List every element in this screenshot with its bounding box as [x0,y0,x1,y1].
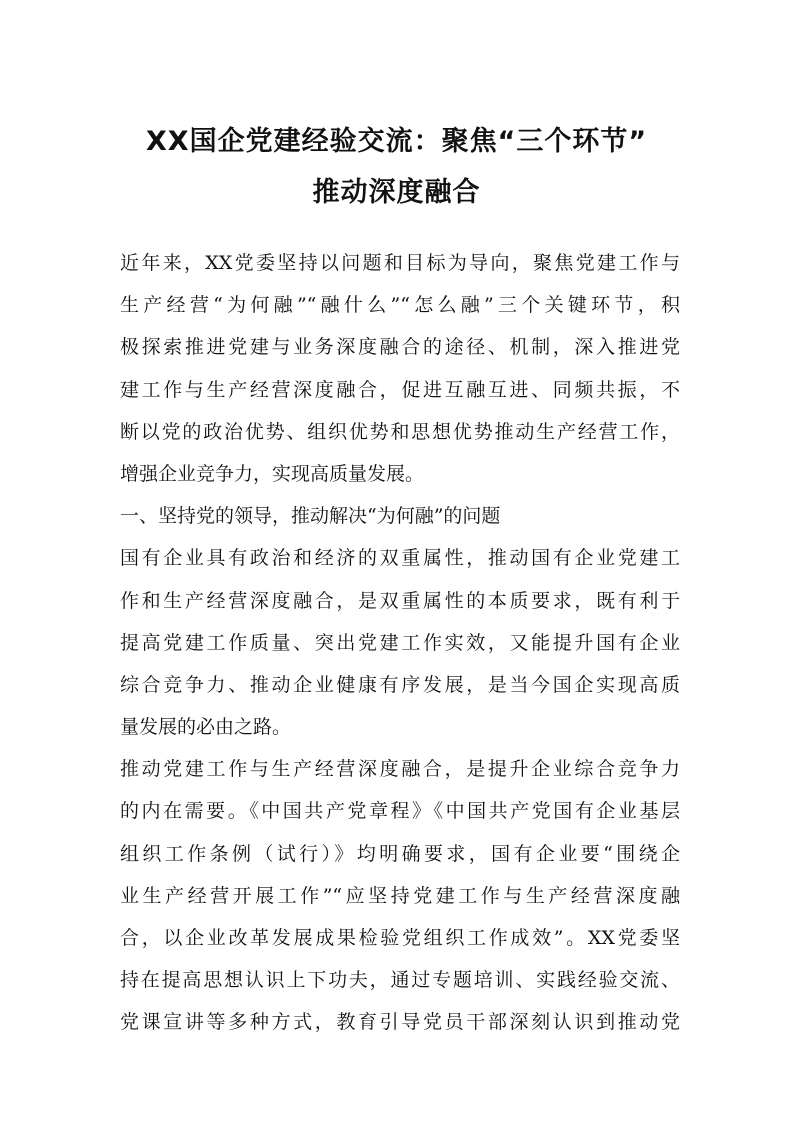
body-text-line: 提高党建工作质量、突出党建工作实效，又能提升国有企业 [120,631,680,654]
body-text-line: 断以党的政治优势、组织优势和思想优势推动生产经营工作， [120,420,680,443]
body-text-line: 合，以企业改革发展成果检验党组织工作成效”。XX党委坚 [120,927,680,949]
body-text-line: 量发展的必由之路。 [120,716,292,739]
document-title-line-1: XX国企党建经验交流：聚焦“三个环节” [145,126,648,157]
body-text-line: 建工作与生产经营深度融合，促进互融互进、同频共振，不 [120,378,680,401]
document-title-line-2: 推动深度融合 [312,177,481,208]
body-text-line: 国有企业具有政治和经济的双重属性，推动国有企业党建工 [120,547,680,570]
body-text-line: 一、坚持党的领导，推动解决“为何融”的问题 [120,505,501,528]
body-text-line: 增强企业竞争力，实现高质量发展。 [120,462,425,485]
document-body [120,248,680,1050]
body-text-line: 推动党建工作与生产经营深度融合，是提升企业综合竞争力 [120,758,680,781]
body-text-line: 综合竞争力、推动企业健康有序发展，是当今国企实现高质 [120,673,680,696]
body-text-line: 作和生产经营深度融合，是双重属性的本质要求，既有利于 [120,589,680,612]
body-text-line: 组织工作条例（试行）》均明确要求，国有企业要“围绕企 [120,842,680,865]
body-text-line: 党课宣讲等多种方式，教育引导党员干部深刻认识到推动党 [120,1011,680,1034]
body-text-line: 生产经营“为何融”“融什么”“怎么融”三个关键环节，积 [120,294,680,317]
body-text-line: 的内在需要。《中国共产党章程》《中国共产党国有企业基层 [120,800,680,823]
body-text-line: 极探索推进党建与业务深度融合的途径、机制，深入推进党 [120,336,680,359]
body-text-line: 近年来，XX党委坚持以问题和目标为导向，聚焦党建工作与 [120,252,680,274]
body-text-line: 持在提高思想认识上下功夫，通过专题培训、实践经验交流、 [120,969,680,992]
body-text-line: 业生产经营开展工作”“应坚持党建工作与生产经营深度融 [120,884,680,907]
